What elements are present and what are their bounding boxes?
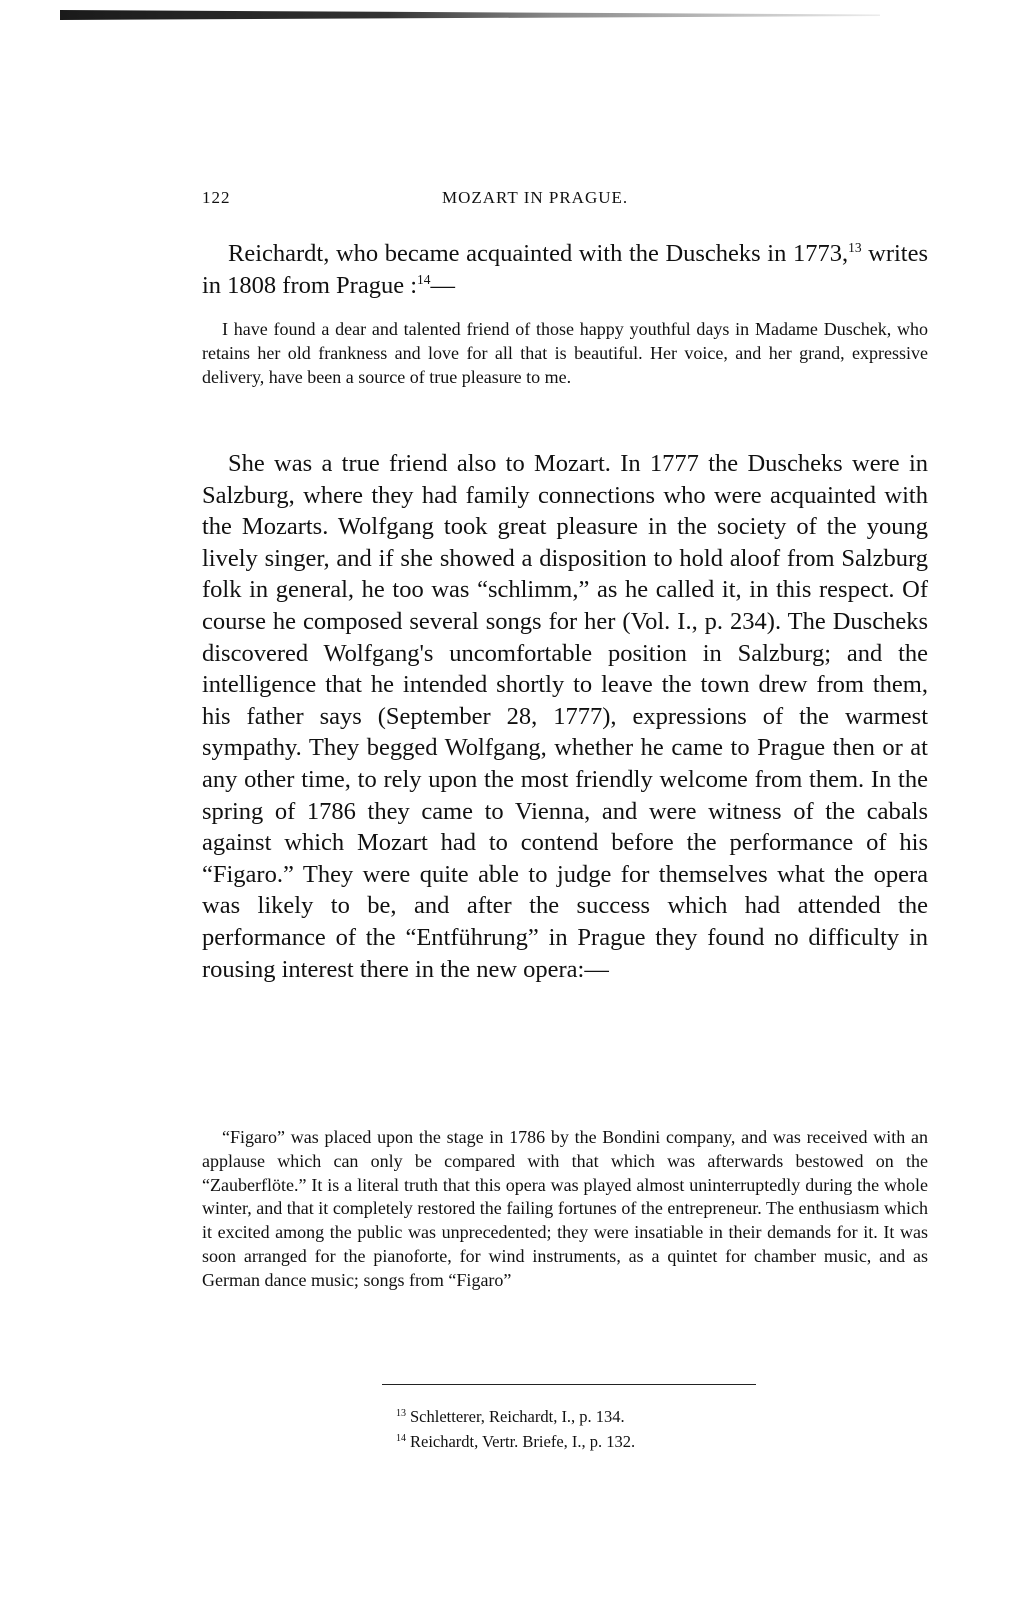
- footnote-marker: 13: [396, 1407, 406, 1419]
- footnote-divider: [382, 1384, 756, 1385]
- footnote-ref-13[interactable]: 13: [848, 239, 862, 255]
- reichardt-quote: I have found a dear and talented friend of those happy youthful days in Madame Duschek, who retains her old frankness and love for all that is beautiful. Her voice, and her grand, expressive delivery, have been a source of true pleasure to me.: [202, 319, 928, 387]
- running-title: MOZART IN PRAGUE.: [442, 188, 629, 207]
- footnote-14: [396, 1429, 635, 1454]
- page-number: 122: [202, 188, 231, 207]
- footnotes: [396, 1404, 635, 1454]
- main-paragraph: She was a true friend also to Mozart. In 1777 the Duscheks were in Salzburg, where they had family connections who were acquainted with the Mozarts. Wolfgang took great pleasure in the society of the young lively singer, and if she showed a disposition to hold aloof from Salzburg folk in general, he too was “schlimm,” as he called it, in this respect. Of course he composed several songs for her (Vol. I., p. 234). The Duscheks discovered Wolfgang's uncomfortable position in Salzburg; and the intelligence that he intended shortly to leave the town drew from them, his father says (September 28, 1777), expressions of the warmest sympathy. They begged Wolfgang, whether he came to Prague then or at any other time, to rely upon the most friendly welcome from them. In the spring of 1786 they came to Vienna, and were witness of the cabals against which Mozart had to contend before the performance of his “Figaro.” They were quite able to judge for themselves what the opera was likely to be, and after the success which had attended the performance of the “Entführung” in Prague they found no difficulty in rousing interest there in the new opera:—: [202, 450, 928, 983]
- footnote-marker: 14: [396, 1432, 406, 1444]
- intro-paragraph: [202, 238, 928, 301]
- intro-text: Reichardt, who became acquainted with the Duscheks in 1773,: [228, 240, 849, 267]
- page-header: [202, 188, 928, 212]
- figaro-quote: “Figaro” was placed upon the stage in 1786 by the Bondini company, and was received with an applause which can only be compared with that which was afterwards bestowed on the “Zauberflöte.” It is a literal truth that this opera was played almost uninterruptedly during the whole winter, and that it completely restored the failing fortunes of the entrepreneur. The enthusiasm which it excited among the public was unprecedented; they were insatiable in their demands for it. It was soon arranged for the pianoforte, for wind instruments, as a quintet for chamber music, and as German dance music; songs from “Figaro”: [202, 1127, 928, 1290]
- footnote-text: Reichardt, Vertr. Briefe, I., p. 132.: [410, 1432, 636, 1451]
- footnote-text: Schletterer, Reichardt, I., p. 134.: [410, 1407, 625, 1426]
- scan-edge-artifact: [60, 10, 880, 20]
- intro-text-cont: writes in 1808 from Prague :: [202, 240, 929, 299]
- footnote-13: [396, 1404, 635, 1429]
- intro-dash: —: [430, 271, 455, 299]
- footnote-ref-14[interactable]: 14: [417, 271, 431, 287]
